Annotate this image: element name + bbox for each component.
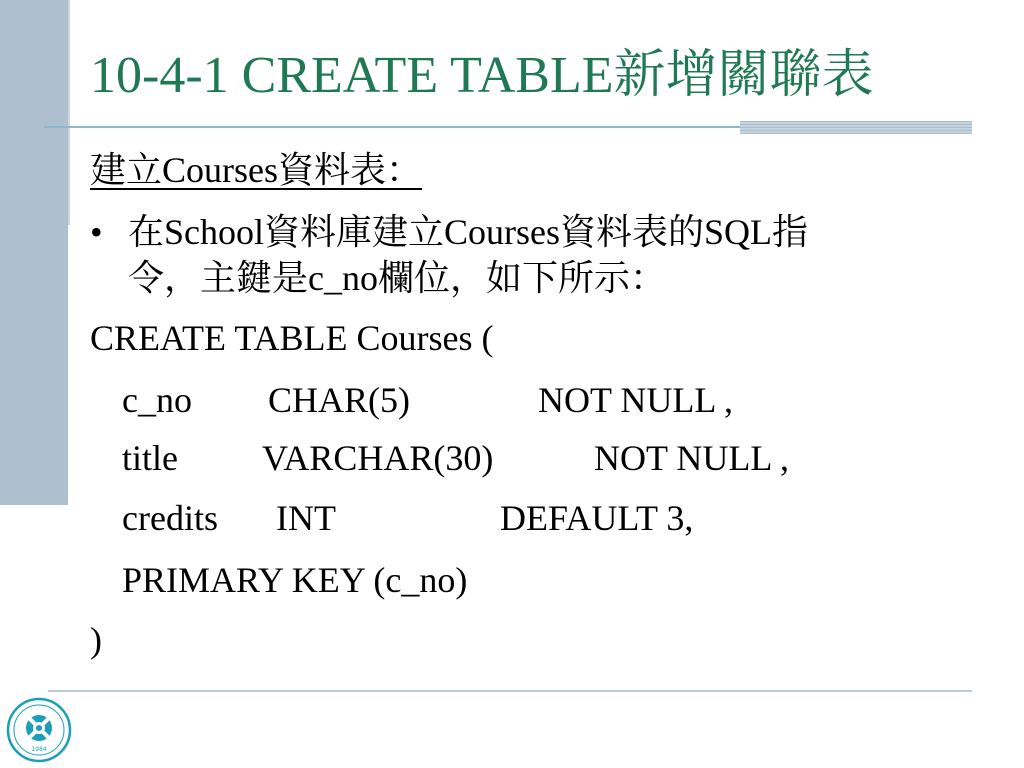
sql-col-constraint: NOT NULL , — [594, 438, 789, 478]
sql-col-name: c_no — [122, 380, 192, 420]
left-accent-line — [68, 0, 70, 225]
title-accent-block — [740, 121, 972, 134]
logo-year: 1984 — [31, 746, 47, 753]
subheading: 建立Courses資料表： — [90, 150, 422, 190]
sql-col-type: VARCHAR(30) — [262, 438, 494, 478]
sql-col-name: credits — [122, 498, 218, 538]
footer-divider — [48, 690, 972, 692]
left-accent-bar — [0, 0, 68, 505]
sql-col-constraint: NOT NULL , — [538, 380, 733, 420]
sql-primary-key-line: PRIMARY KEY (c_no) — [122, 560, 468, 600]
sql-col-name: title — [122, 438, 178, 478]
university-logo — [6, 697, 72, 763]
bullet-line-2: 令，主鍵是c_no欄位，如下所示： — [128, 258, 666, 298]
sql-col-constraint: DEFAULT 3, — [500, 498, 694, 538]
sql-col-type: CHAR(5) — [268, 380, 410, 420]
bullet-marker: • — [90, 212, 103, 252]
sql-create-line: CREATE TABLE Courses ( — [90, 318, 494, 358]
sql-close-paren: ) — [90, 620, 102, 660]
bullet-line-1: 在School資料庫建立Courses資料表的SQL指 — [128, 212, 809, 252]
slide-title: 10-4-1 CREATE TABLE新增關聯表 — [90, 47, 874, 104]
sql-col-type: INT — [276, 498, 336, 538]
